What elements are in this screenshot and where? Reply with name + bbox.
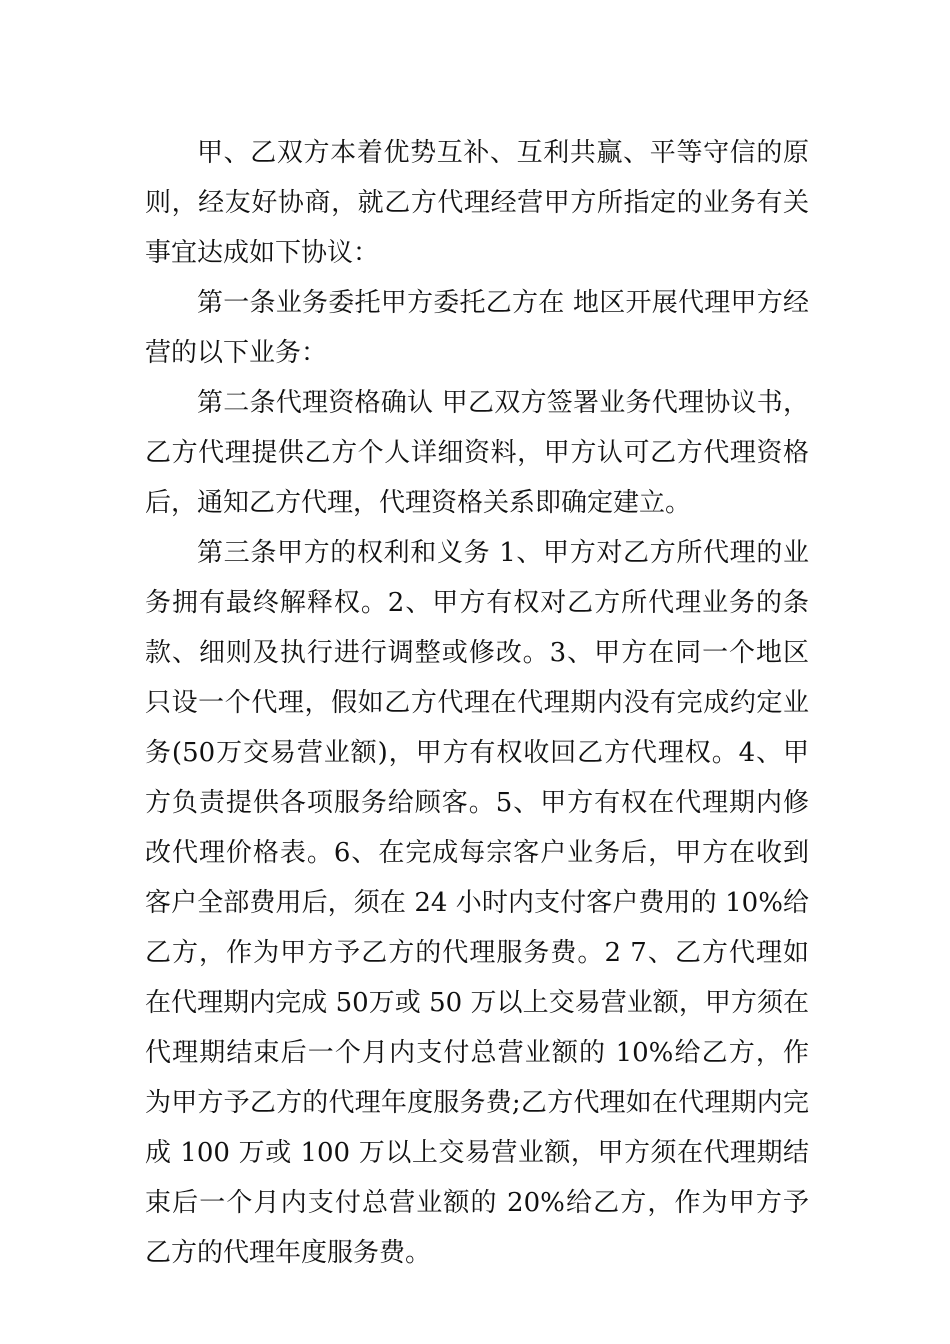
paragraph-preamble: 甲、乙双方本着优势互补、互利共赢、平等守信的原则，经友好协商，就乙方代理经营甲方所指定的业务有关事宜达成如下协议：	[145, 138, 809, 268]
paragraph-article-2: 第二条代理资格确认 甲乙双方签署业务代理协议书，乙方代理提供乙方个人详细资料，甲方认可乙方代理资格后，通知乙方代理，代理资格关系即确定建立。	[145, 388, 809, 518]
paragraph-article-1: 第一条业务委托甲方委托乙方在 地区开展代理甲方经营的以下业务：	[145, 288, 809, 368]
document-body	[145, 128, 809, 1278]
paragraph-article-3: 第三条甲方的权利和义务 1、甲方对乙方所代理的业务拥有最终解释权。2、甲方有权对乙方所代理业务的条款、细则及执行进行调整或修改。3、甲方在同一个地区只设一个代理，假如乙方代理在代理期内没有完成约定业务(50万交易营业额)，甲方有权收回乙方代理权。4、甲方负责提供各项服务给顾客。5、甲方有权在代理期内修改代理价格表。6、在完成每宗客户业务后，甲方在收到客户全部费用后，须在 24 小时内支付客户费用的 10%给乙方，作为甲方予乙方的代理服务费。2 7、乙方代理如在代理期内完成 50万或 50 万以上交易营业额，甲方须在代理期结束后一个月内支付总营业额的 10%给乙方，作为甲方予乙方的代理年度服务费;乙方代理如在代理期内完成 100 万或 100 万以上交易营业额，甲方须在代理期结束后一个月内支付总营业额的 20%给乙方，作为甲方予乙方的代理年度服务费。	[145, 538, 809, 1268]
